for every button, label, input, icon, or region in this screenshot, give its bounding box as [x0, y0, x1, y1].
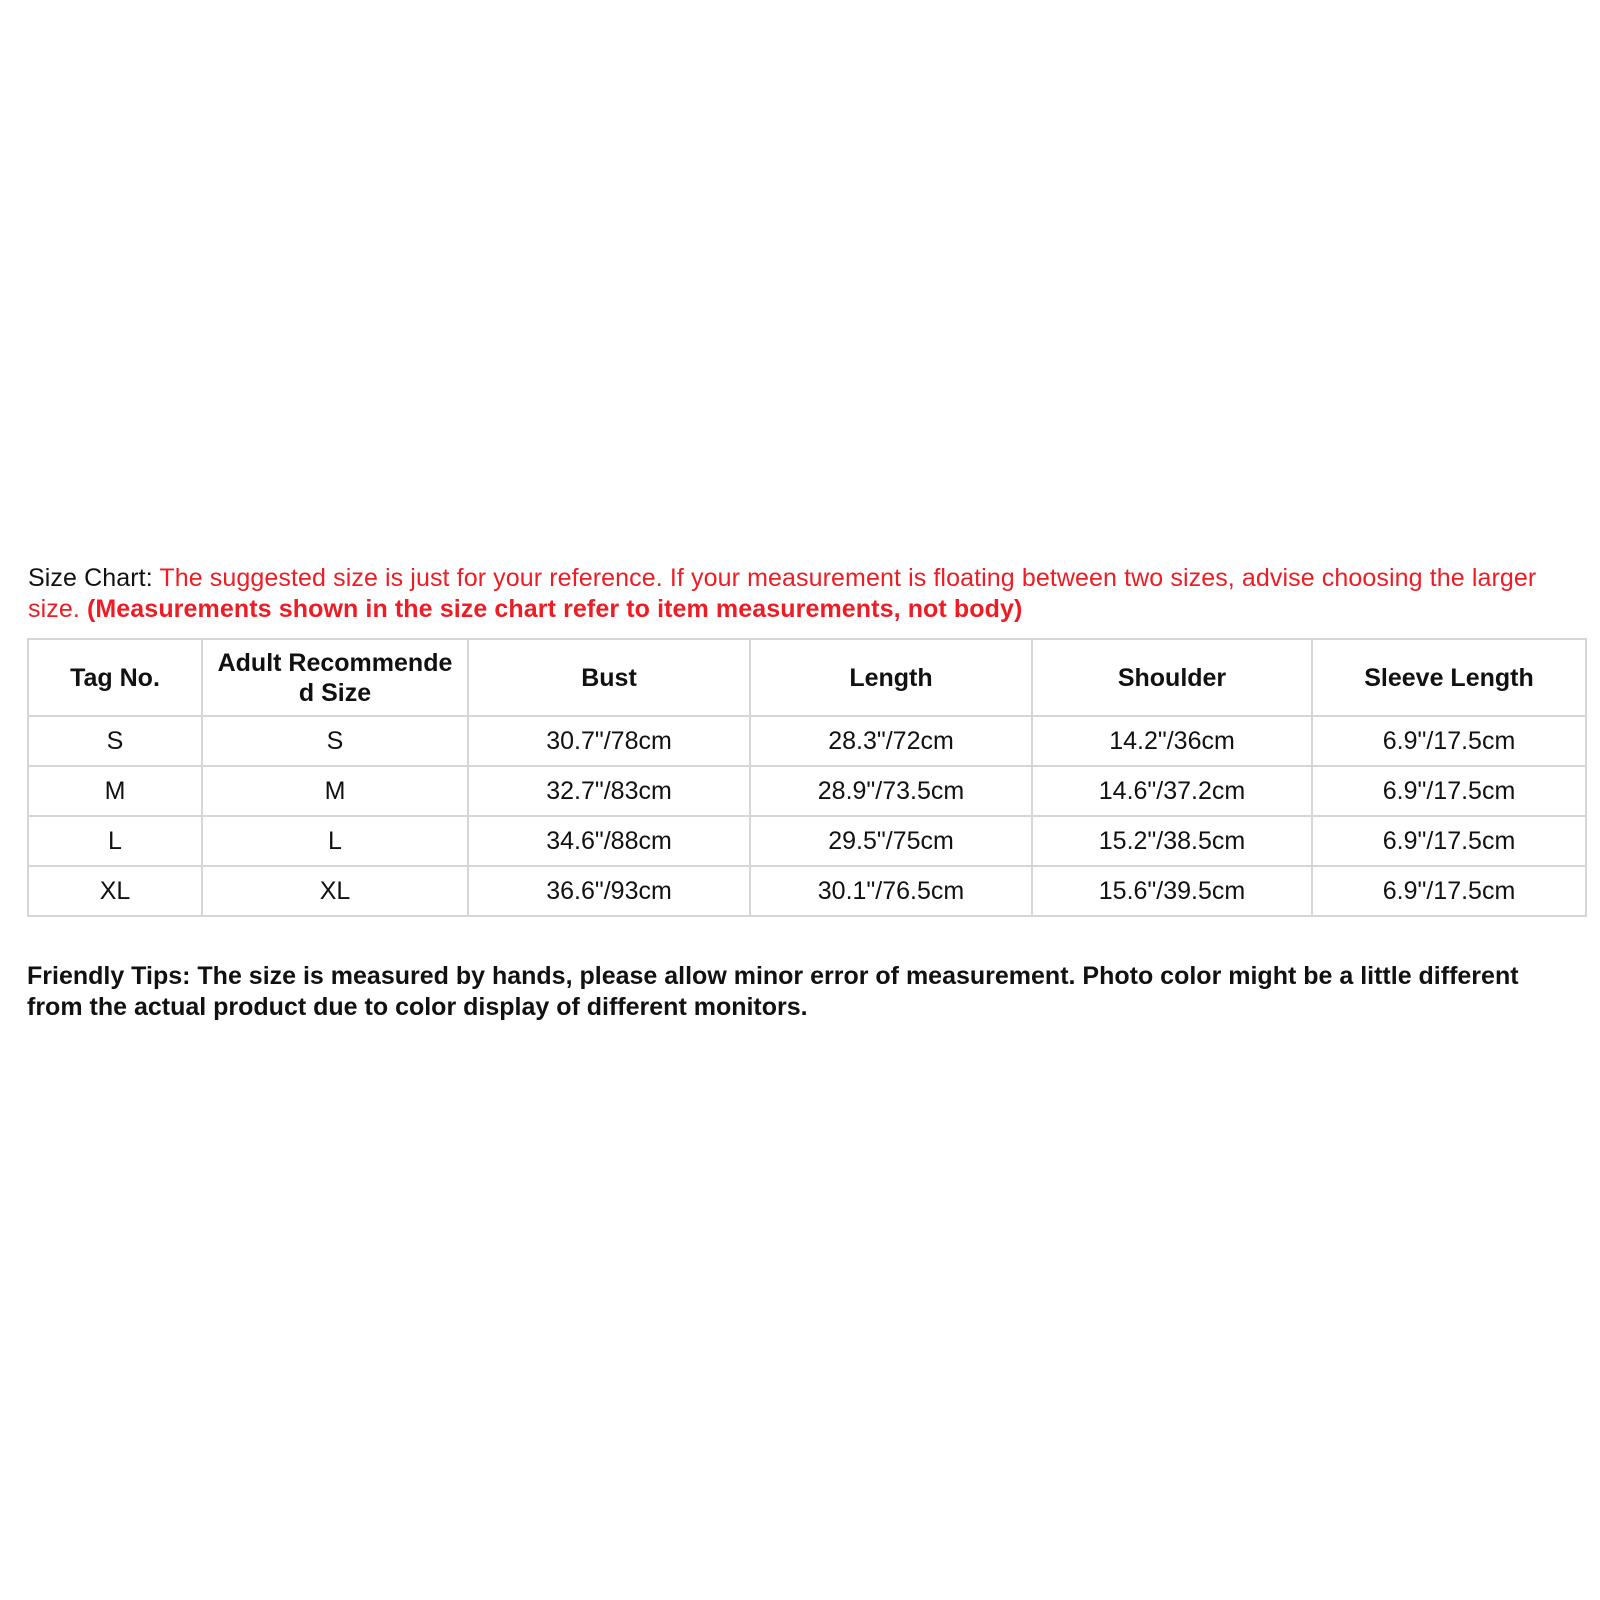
- reference-note: The suggested size is just for your reference. If your measurement is floating between two sizes, advise choosing the larger size.: [28, 564, 1537, 623]
- cell-tag: M: [28, 766, 202, 816]
- cell-shoulder: 14.6"/37.2cm: [1032, 766, 1312, 816]
- cell-tag: XL: [28, 866, 202, 916]
- cell-length: 28.9"/73.5cm: [750, 766, 1032, 816]
- cell-adult-size: L: [202, 816, 468, 866]
- cell-sleeve-length: 6.9"/17.5cm: [1312, 716, 1586, 766]
- size-table: [27, 638, 1587, 917]
- header-sleeve-length: Sleeve Length: [1312, 639, 1586, 716]
- cell-length: 30.1"/76.5cm: [750, 866, 1032, 916]
- cell-tag: S: [28, 716, 202, 766]
- cell-bust: 32.7"/83cm: [468, 766, 750, 816]
- header-adult-recommended-size: [202, 639, 468, 716]
- cell-adult-size: S: [202, 716, 468, 766]
- header-tag-no: Tag No.: [28, 639, 202, 716]
- cell-bust: 34.6"/88cm: [468, 816, 750, 866]
- header-adult-line1: Adult Recommende: [217, 648, 453, 677]
- cell-bust: 30.7"/78cm: [468, 716, 750, 766]
- cell-sleeve-length: 6.9"/17.5cm: [1312, 866, 1586, 916]
- cell-shoulder: 15.2"/38.5cm: [1032, 816, 1312, 866]
- header-shoulder: Shoulder: [1032, 639, 1312, 716]
- cell-adult-size: M: [202, 766, 468, 816]
- cell-length: 29.5"/75cm: [750, 816, 1032, 866]
- table-row: [28, 816, 1586, 866]
- measurement-note: (Measurements shown in the size chart refer to item measurements, not body): [86, 595, 1023, 623]
- cell-shoulder: 14.2"/36cm: [1032, 716, 1312, 766]
- header-length: Length: [750, 639, 1032, 716]
- table-row: [28, 766, 1586, 816]
- cell-shoulder: 15.6"/39.5cm: [1032, 866, 1312, 916]
- header-adult-line2: d Size: [298, 678, 372, 707]
- size-chart-label: Size Chart: [28, 564, 146, 592]
- cell-sleeve-length: 6.9"/17.5cm: [1312, 816, 1586, 866]
- table-header-row: [28, 639, 1586, 716]
- cell-adult-size: XL: [202, 866, 468, 916]
- header-bust: Bust: [468, 639, 750, 716]
- table-row: [28, 866, 1586, 916]
- cell-tag: L: [28, 816, 202, 866]
- table-row: [28, 716, 1586, 766]
- cell-sleeve-length: 6.9"/17.5cm: [1312, 766, 1586, 816]
- cell-bust: 36.6"/93cm: [468, 866, 750, 916]
- size-chart-colon: :: [145, 564, 160, 592]
- friendly-tips: Friendly Tips: The size is measured by hands, please allow minor error of measurement. Photo color might be a little different from the actual product due to color display of different monitors.: [27, 962, 1519, 1021]
- cell-length: 28.3"/72cm: [750, 716, 1032, 766]
- size-chart-intro: [28, 563, 1558, 625]
